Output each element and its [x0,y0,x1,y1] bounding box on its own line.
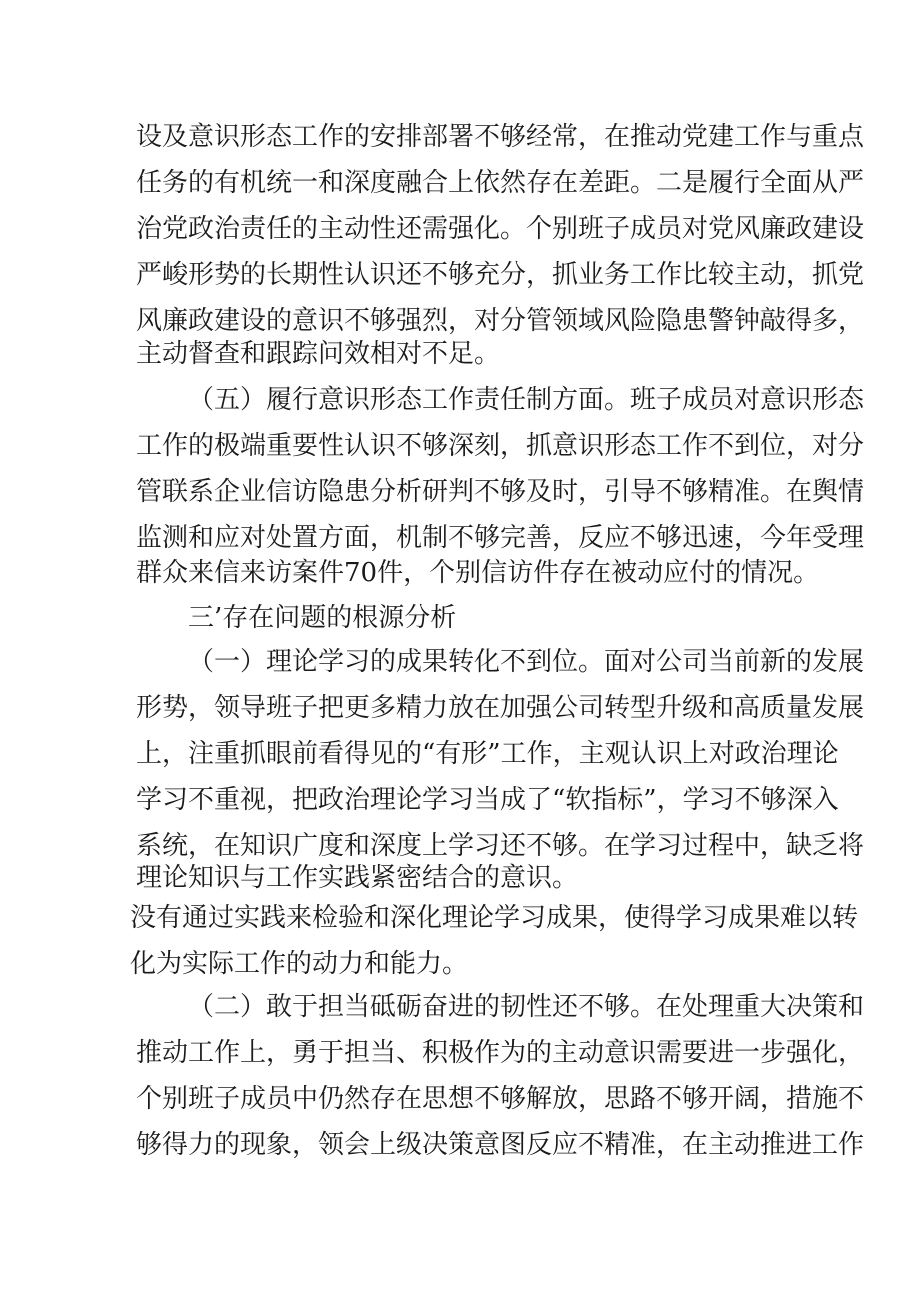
text-line: 治党政治责任的主动性还需强化。个别班子成员对党风廉政建设 [136,214,865,244]
text-line: 化为实际工作的动力和能力。 [130,949,469,979]
text-line: 设及意识形态工作的安排部署不够经常，在推动党建工作与重点 [136,122,865,152]
text-line: 形势，领导班子把更多精力放在加强公司转型升级和高质量发展 [136,693,865,723]
text-line: 够得力的现象，领会上级决策意图反应不精准，在主动推进工作 [136,1130,865,1160]
section-heading-one: （一）理论学习的成果转化不到位。面对公司当前新的发展 [188,647,865,677]
text-line: 工作的极端重要性认识不够深刻，抓意识形态工作不到位，对分 [136,431,865,461]
text-line: 学习不重视，把政治理论学习当成了“软指标”，学习不够深入 [136,785,839,815]
text-line: 风廉政建设的意识不够强烈，对分管领域风险隐患警钟敲得多， [136,306,865,336]
text-line: 系统，在知识广度和深度上学习还不够。在学习过程中，缺乏将 [136,831,865,861]
text-line: 推动工作上，勇于担当、积极作为的主动意识需要进一步强化， [136,1038,865,1068]
section-heading-five: （五）履行意识形态工作责任制方面。班子成员对意识形态 [188,385,865,415]
text-line: 上，注重抓眼前看得见的“有形”工作，主观认识上对政治理论 [136,739,839,769]
text-line: 监测和应对处置方面，机制不够完善，反应不够迅速，今年受理 [136,523,865,553]
text-line: 群众来信来访案件70件，个别信访件存在被动应付的情况。 [136,558,820,588]
text-line: 理论知识与工作实践紧密结合的意识。 [136,863,579,893]
section-title-three: 三’存在问题的根源分析 [188,603,457,633]
text-line: 个别班子成员中仍然存在思想不够解放，思路不够开阔，措施不 [136,1084,865,1114]
text-line: 没有通过实践来检验和深化理论学习成果，使得学习成果难以转 [130,903,859,933]
text-line: 主动督查和跟踪问效相对不足。 [136,339,501,369]
text-line: 管联系企业信访隐患分析研判不够及时，引导不够精准。在舆情 [136,477,865,507]
text-line: 任务的有机统一和深度融合上依然存在差距。二是履行全面从严 [136,168,865,198]
text-line: 严峻形势的长期性认识还不够充分，抓业务工作比较主动，抓党 [136,260,865,290]
section-heading-two: （二）敢于担当砥砺奋进的韧性还不够。在处理重大决策和 [188,992,865,1022]
